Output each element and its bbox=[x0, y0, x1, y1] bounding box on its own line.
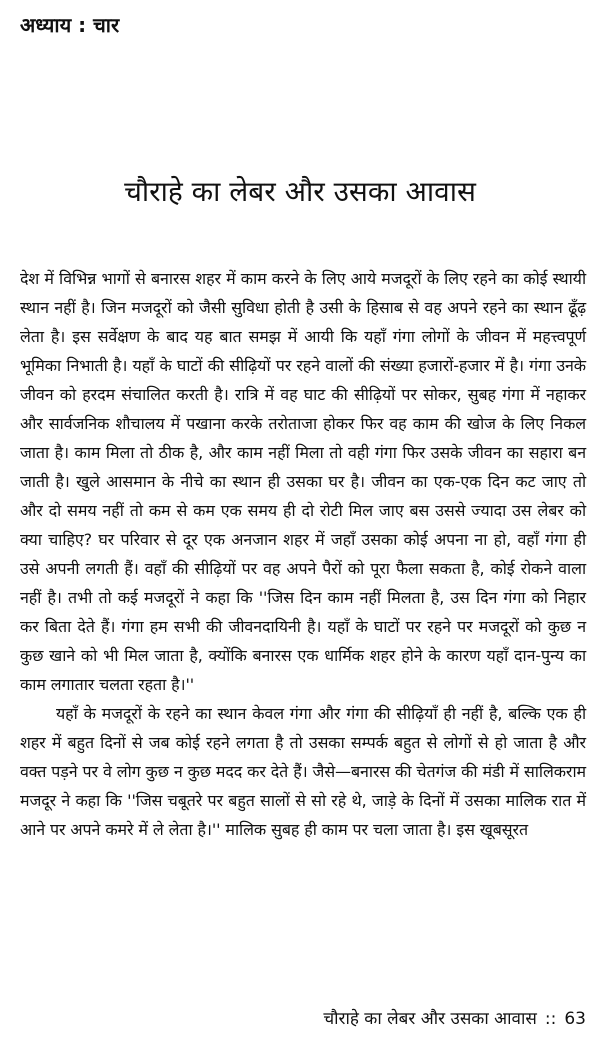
paragraph: देश में विभिन्न भागों से बनारस शहर में काम करने के लिए आये मजदूरों के लिए रहने का कोई स्थायी स्थान नहीं है। जिन मजदूरों को जैसी सुविधा होती है उसी के हिसाब से वह अपने रहने का स्थान ढूँढ़ लेता है। इस सर्वेक्षण के बाद यह बात समझ में आयी कि यहाँ गंगा लोगों के जीवन में महत्त्वपूर्ण भूमिका निभाती है। यहाँ के घाटों की सीढ़ियों पर रहने वालों की संख्या हजारों-हजार में है। गंगा उनके जीवन को हरदम संचालित करती है। रात्रि में वह घाट की सीढ़ियों पर सोकर, सुबह गंगा में नहाकर और सार्वजनिक शौचालय में पखाना करके तरोताजा होकर फिर वह काम की खोज के लिए निकल जाता है। काम मिला तो ठीक है, और काम नहीं मिला तो वही गंगा फिर उसके जीवन का सहारा बन जाती है। खुले आसमान के नीचे का स्थान ही उसका घर है। जीवन का एक-एक दिन कट जाए तो और दो समय नहीं तो कम से कम एक समय ही दो रोटी मिल जाए बस उससे ज्यादा उस लेबर को क्या चाहिए? घर परिवार से दूर एक अनजान शहर में जहाँ उसका कोई अपना ना हो, वहाँ गंगा ही उसे अपनी लगती हैं। वहाँ की सीढ़ियों पर वह अपने पैरों को पूरा फैला सकता है, कोई रोकने वाला नहीं है। तभी तो कई मजदूरों ने कहा कि ''जिस दिन काम नहीं मिलता है, उस दिन गंगा को निहार कर बिता देते हैं। गंगा हम सभी की जीवनदायिनी है। यहाँ के घाटों पर रहने पर मजदूरों को कुछ न कुछ खाने को भी मिल जाता है, क्योंकि बनारस एक धार्मिक शहर होने के कारण यहाँ दान-पुन्य का काम लगातार चलता रहता है।'' bbox=[20, 269, 586, 694]
chapter-title: चौराहे का लेबर और उसका आवास bbox=[124, 175, 476, 208]
body-text bbox=[20, 264, 586, 844]
footer-running-title: चौराहे का लेबर और उसका आवास bbox=[323, 1009, 537, 1029]
footer-separator: :: bbox=[544, 1009, 557, 1029]
paragraph: यहाँ के मजदूरों के रहने का स्थान केवल गंगा और गंगा की सीढ़ियाँ ही नहीं है, बल्कि एक ही शहर में बहुत दिनों से जब कोई रहने लगता है तो उसका सम्पर्क बहुत से लोगों से हो जाता है और वक्त पड़ने पर वे लोग कुछ न कुछ मदद कर देते हैं। जैसे—बनारस की चेतगंज की मंडी में सालिकराम मजदूर ने कहा कि ''जिस चबूतरे पर बहुत सालों से सो रहे थे, जाड़े के दिनों में उसका मालिक रात में आने पर अपने कमरे में ले लेता है।'' मालिक सुबह ही काम पर चला जाता है। इस खूबसूरत bbox=[20, 704, 586, 839]
chapter-label: अध्याय : चार bbox=[20, 13, 120, 37]
running-footer bbox=[323, 1006, 586, 1032]
page-number: 63 bbox=[564, 1009, 586, 1029]
